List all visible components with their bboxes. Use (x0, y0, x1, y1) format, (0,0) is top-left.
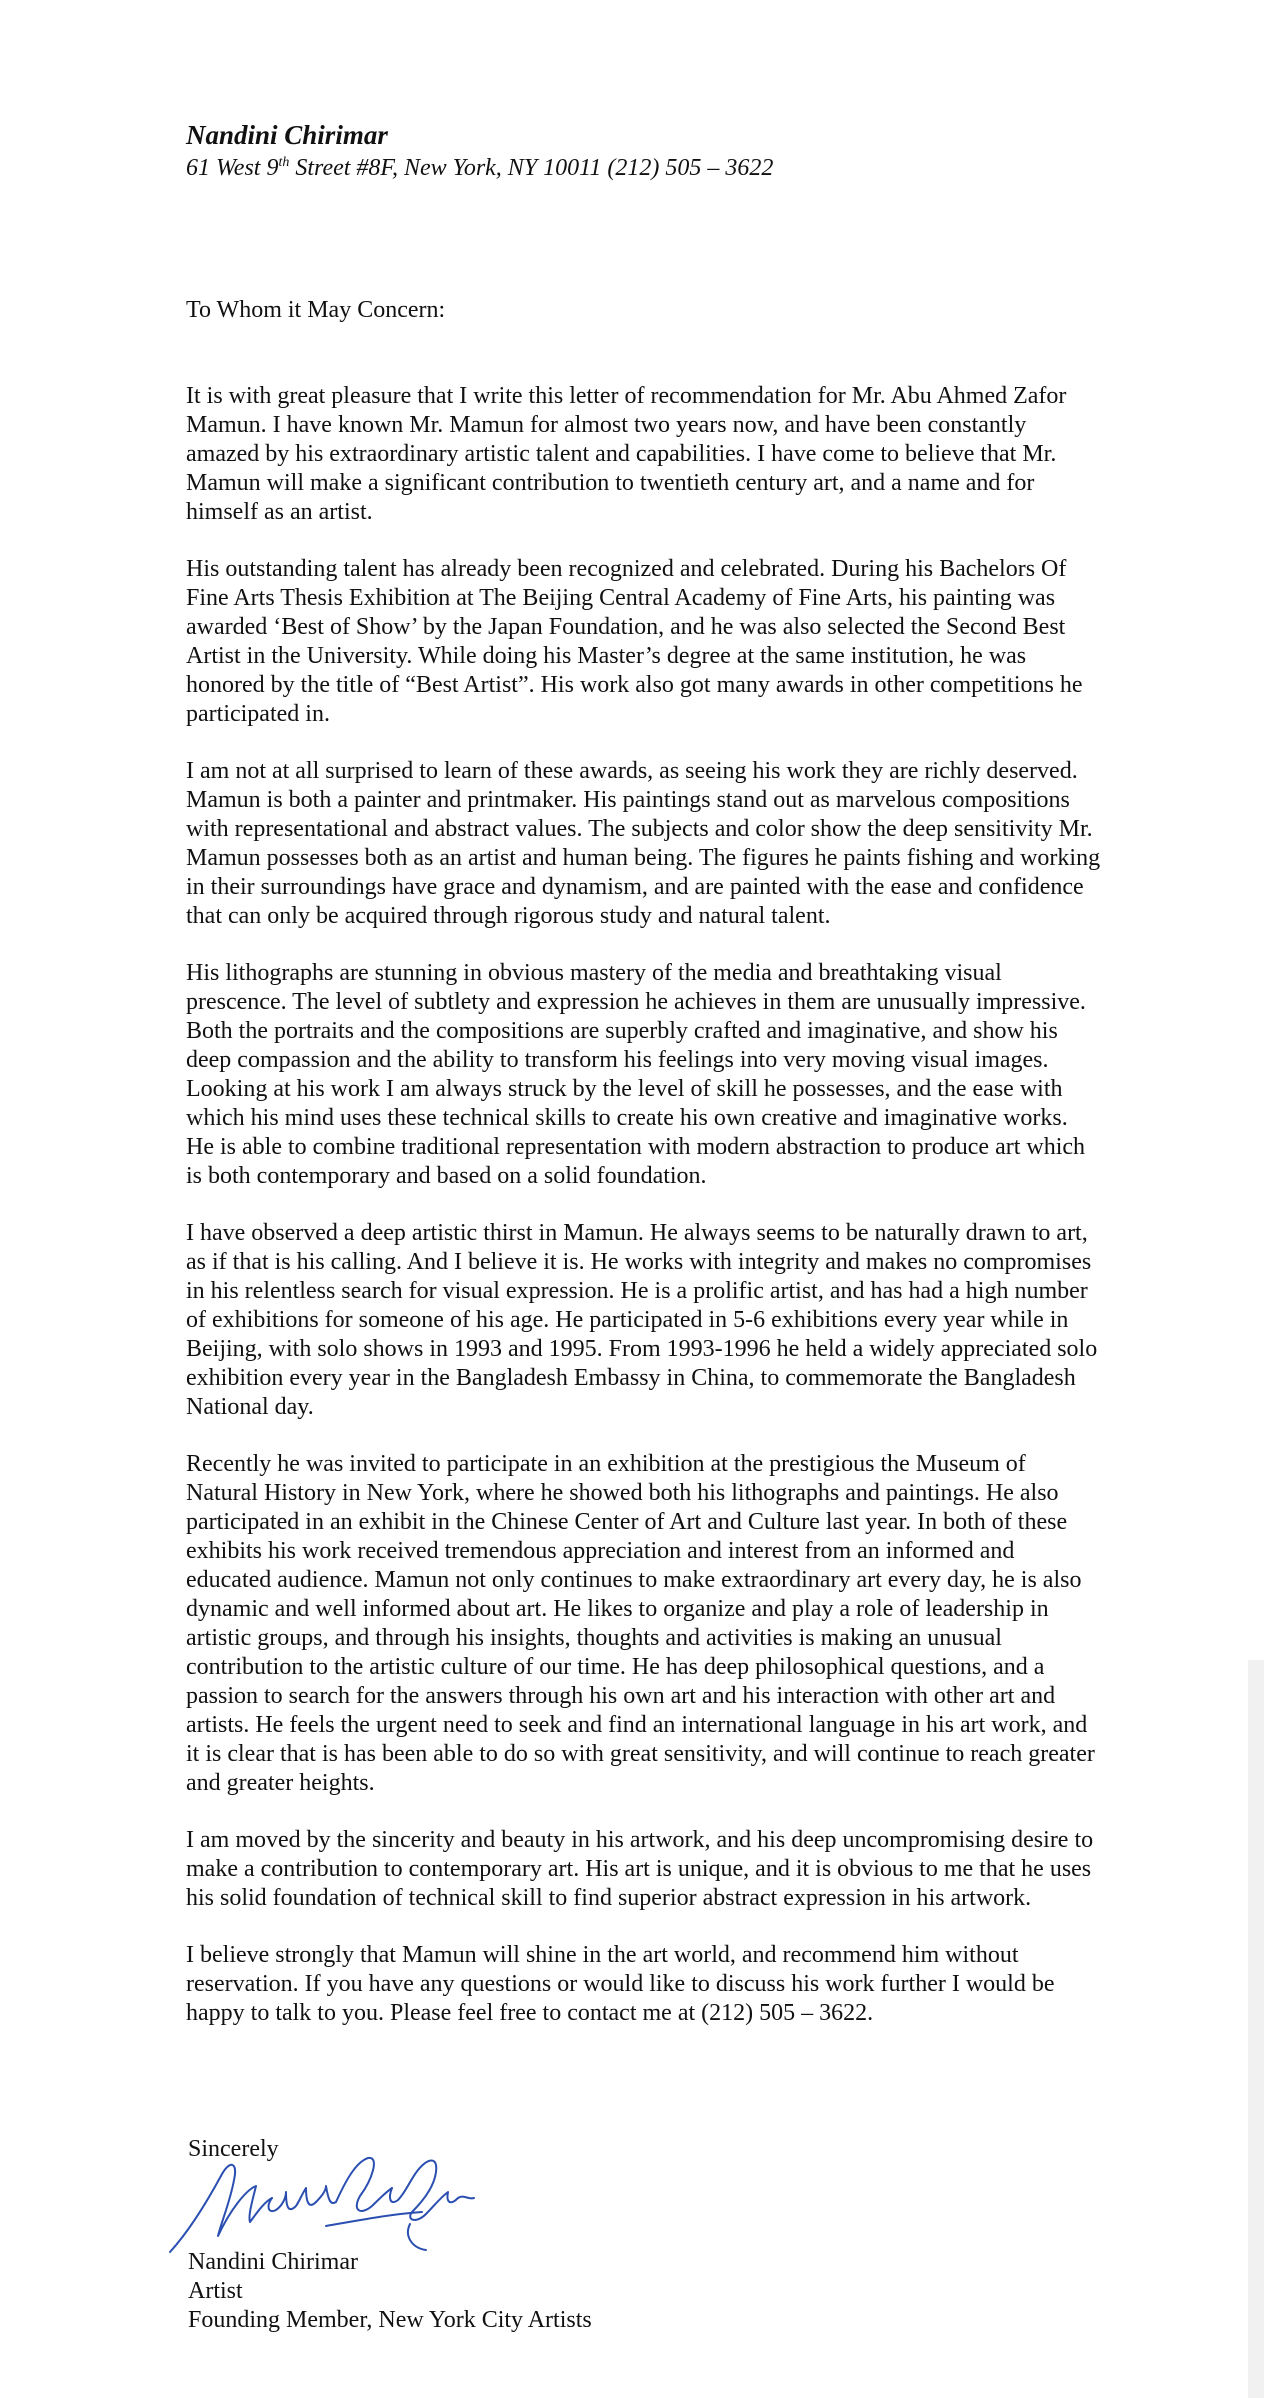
paragraph: His lithographs are stunning in obvious mastery of the media and breathtaking visual prescence. The level of subtlety and expression he achieves in them are unusually impressive. Both the portraits and the compositions are superbly crafted and imaginative, and show his deep compassion and the ability to transform his feelings into very moving visual images. Looking at his work I am always struck by the level of skill he possesses, and the ease with which his mind uses these technical skills to create his own creative and imaginative works. He is able to combine traditional representation with modern abstraction to produce art which is both contemporary and based on a solid foundation. (186, 960, 1086, 1189)
signer-name: Nandini Chirimar (188, 2249, 358, 2275)
closing: Sincerely (188, 2136, 279, 2162)
signer-affiliation: Founding Member, New York City Artists (188, 2307, 592, 2333)
letter-body (186, 382, 1101, 2056)
scan-edge-shade (1248, 1660, 1264, 2398)
handwritten-signature (160, 2140, 500, 2260)
sender-name: Nandini Chirimar (186, 120, 388, 150)
paragraph: His outstanding talent has already been recognized and celebrated. During his Bachelors Of Fine Arts Thesis Exhibition at The Beijing Central Academy of Fine Arts, his painting was awarded ‘Best of Show’ by the Japan Foundation, and he was also selected the Second Best Artist in the University. While doing his Master’s degree at the same institution, he was honored by the title of “Best Artist”. His work also got many awards in other competitions he participated in. (186, 556, 1083, 727)
sender-address (186, 152, 1086, 184)
paragraph: It is with great pleasure that I write this letter of recommendation for Mr. Abu Ahmed Zafor Mamun. I have known Mr. Mamun for almost two years now, and have been constantly amazed by his extraordinary artistic talent and capabilities. I have come to believe that Mr. Mamun will make a significant contribution to twentieth century art, and a name and for himself as an artist. (186, 383, 1067, 525)
sender-address-prefix: 61 West 9 (186, 155, 279, 181)
paragraph: I am moved by the sincerity and beauty in his artwork, and his deep uncompromising desire to make a contribution to contemporary art. His art is unique, and it is obvious to me that he uses his solid foundation of technical skill to find superior abstract expression in his artwork. (186, 1827, 1094, 1911)
signer-title: Artist (188, 2278, 243, 2304)
signature-text: Nandini Chirimar (480, 2180, 488, 2181)
letterhead (186, 118, 1086, 184)
salutation: To Whom it May Concern: (186, 297, 446, 323)
paragraph: Recently he was invited to participate in an exhibition at the prestigious the Museum of Natural History in New York, where he showed both his lithographs and paintings. He also participated in an exhibit in the Chinese Center of Art and Culture last year. In both of these exhibits his work received tremendous appreciation and interest from an informed and educated audience. Mamun not only continues to make extraordinary art every day, he is also dynamic and well informed about art. He likes to organize and play a role of leadership in artistic groups, and through his insights, thoughts and activities is making an unusual contribution to the artistic culture of our time. He has deep philosophical questions, and a passion to search for the answers through his own art and his interaction with other art and artists. He feels the urgent need to seek and find an international language in his art work, and it is clear that is has been able to do so with great sensitivity, and will continue to reach greater and greater heights. (186, 1451, 1095, 1796)
paragraph: I am not at all surprised to learn of these awards, as seeing his work they are richly deserved. Mamun is both a painter and printmaker. His paintings stand out as marvelous compositions with representational and abstract values. The subjects and color show the deep sensitivity Mr. Mamun possesses both as an artist and human being. The figures he paints fishing and working in their surroundings have grace and dynamism, and are painted with the ease and confidence that can only be acquired through rigorous study and natural talent. (186, 758, 1101, 929)
paragraph: I have observed a deep artistic thirst in Mamun. He always seems to be naturally drawn to art, as if that is his calling. And I believe it is. He works with integrity and makes no compromises in his relentless search for visual expression. He is a prolific artist, and has had a high number of exhibitions for someone of his age. He participated in 5-6 exhibitions every year while in Beijing, with solo shows in 1993 and 1995. From 1993-1996 he held a widely appreciated solo exhibition every year in the Bangladesh Embassy in China, to commemorate the Bangladesh National day. (186, 1220, 1098, 1420)
sender-address-superscript: th (278, 155, 290, 170)
sender-address-suffix: Street #8F, New York, NY 10011 (212) 505 – 3622 (289, 155, 774, 181)
signoff (188, 2248, 888, 2335)
paragraph: I believe strongly that Mamun will shine in the art world, and recommend him without reservation. If you have any questions or would like to discuss his work further I would be happy to talk to you. Please feel free to contact me at (212) 505 – 3622. (186, 1942, 1055, 2026)
